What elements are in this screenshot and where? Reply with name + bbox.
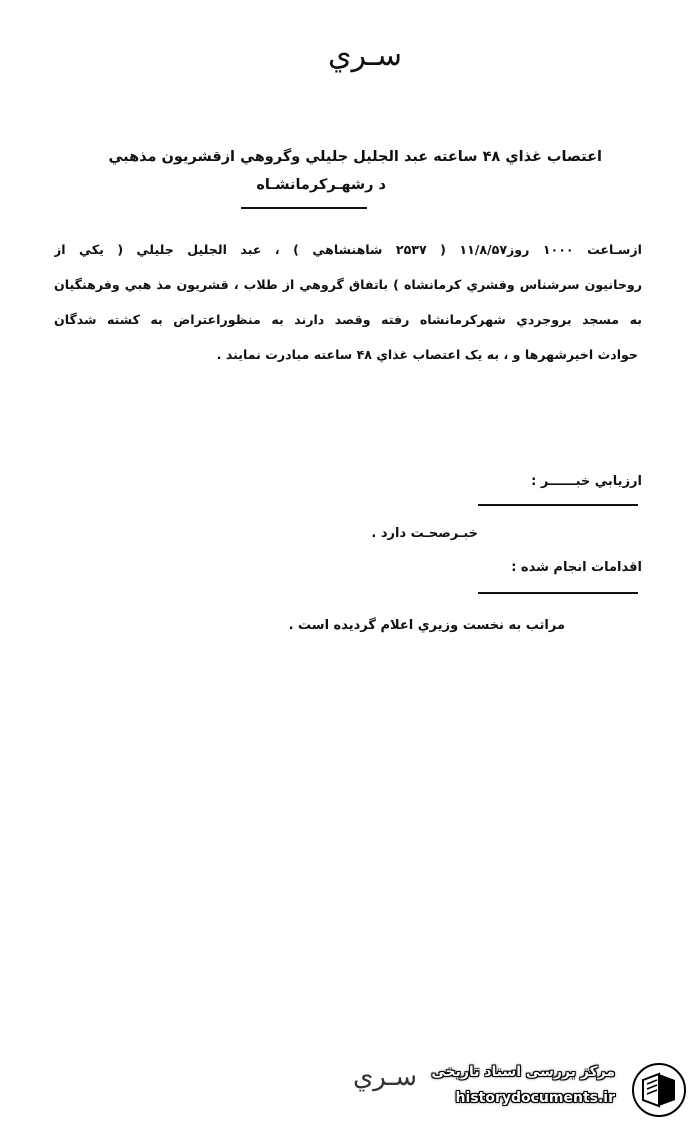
assessment-heading: ارزيابي خبــــــر :: [531, 474, 642, 489]
watermark-website: historydocuments.ir: [455, 1090, 615, 1106]
title-line-2: د رشهـرکرمانشـاه: [256, 177, 386, 193]
body-line-4: حوادث اخيرشهرها و ، به يک اعتصاب غذاي ۴۸ ساعته مبادرت نمايند .: [216, 347, 638, 362]
assessment-text: خبـرصحـت دارد .: [371, 526, 478, 541]
watermark: [425, 1058, 695, 1118]
report-body: [54, 232, 642, 372]
classification-stamp-bottom: سـري: [352, 1062, 418, 1092]
title-underline: [241, 207, 367, 209]
body-line-3: به مسجد بروجردي شهرکرمانشاه رفته وقصد دارند به منظوراعتراض به کشته شدگان: [54, 312, 642, 327]
actions-heading: اقدامات انجام شده :: [511, 560, 642, 575]
document-title: [102, 143, 602, 199]
title-line-1: اعتصاب غذاي ۴۸ ساعته عبد الجليل جليلي وگروهي ازقشريون مذهبي: [108, 149, 602, 165]
classification-stamp-top: سـري: [328, 38, 402, 73]
watermark-org-name: مرکز بررسی اسناد تاریخی: [431, 1064, 615, 1080]
body-line-1: ازسـاعت ۱۰۰۰ روز۱۱/۸/۵۷ ( ۲۵۳۷ شاهنشاهي ) ، عبد الجليل جليلي ( يکي از: [54, 242, 642, 257]
body-line-2: روحانيون سرشناس وقشري کرمانشاه ) باتفاق گروهي از طلاب ، قشريون مذ هبي وفرهنگيان: [54, 277, 642, 292]
assessment-heading-underline: [478, 504, 638, 506]
actions-heading-underline: [478, 592, 638, 594]
actions-text: مراتب به نخست وزيري اعلام گرديده است .: [288, 618, 565, 633]
archive-logo-icon: [631, 1062, 687, 1118]
